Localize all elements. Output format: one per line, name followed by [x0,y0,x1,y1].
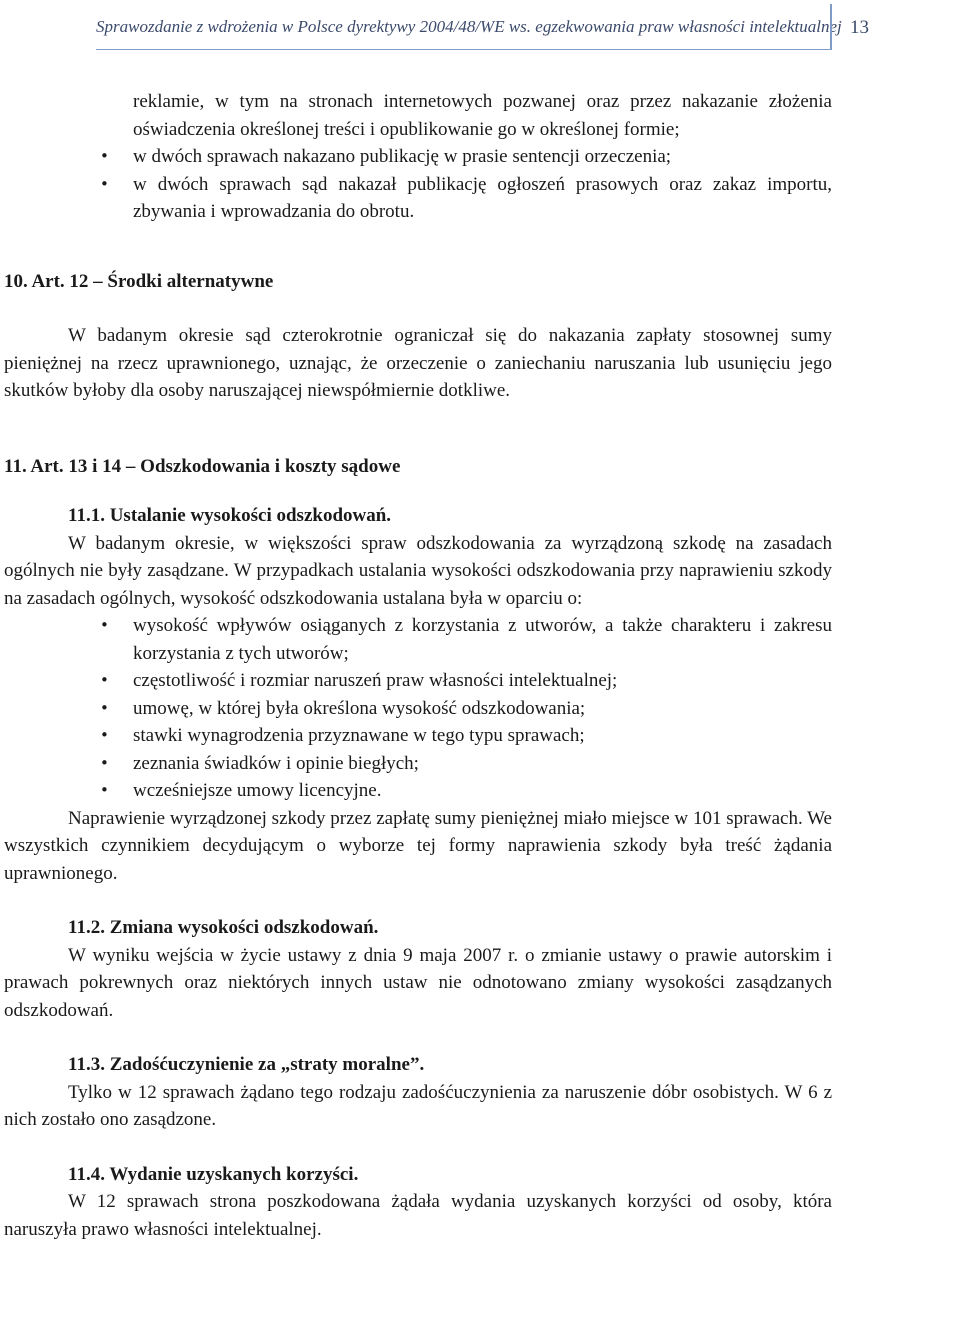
section-heading-11: 11. Art. 13 i 14 – Odszkodowania i koszty sądowe [4,455,401,477]
subsection-11-1-paragraph: W badanym okresie, w większości spraw odszkodowania za wyrządzoną szkodę na zasadach ogólnych nie były zasądzane. W przypadkach ustalania wysokości odszkodowania przy naprawieniu szkody na zasadach ogólnych, wysokość odszkodowania ustalana była w oparciu o: [4,532,832,609]
section-10-paragraph: W badanym okresie sąd czterokrotnie ograniczał się do nakazania zapłaty stosownej sumy pieniężnej na rzecz uprawnionego, uznając, że orzeczenie o zaniechaniu naruszania lub usunięciu jego skutków byłoby dla osoby naruszającej niewspółmiernie dotkliwe. [4,325,832,401]
subsection-heading-11-3: 11.3. Zadośćuczynienie za „straty moralne”. [68,1054,425,1075]
subsection-11-3-paragraph: Tylko w 12 sprawach żądano tego rodzaju zadośćuczynienia za naruszenie dóbr osobistych. W 6 z nich zostało ono zasądzone. [4,1081,832,1130]
factors-bullet-list [4,612,832,805]
continued-bullet-text: reklamie, w tym na stronach internetowych pozwanej oraz przez nakazanie złożenia oświadczenia określonej treści i opublikowanie go w określonej formie; [133,91,832,140]
list-item: • umowę, w której była określona wysokość odszkodowania; [4,695,832,723]
page-number: 13 [850,17,869,38]
list-item: • stawki wynagrodzenia przyznawane w tego typu sprawach; [4,722,832,750]
top-bullet-list [4,143,832,226]
running-header-title: Sprawozdanie z wdrożenia w Polsce dyrektywy 2004/48/WE ws. egzekwowania praw własności intelektualnej [96,17,842,36]
list-item: • w dwóch sprawach nakazano publikację w prasie sentencji orzeczenia; [4,143,832,171]
subsection-11-4-paragraph: W 12 sprawach strona poszkodowana żądała wydania uzyskanych korzyści od osoby, która naruszyła prawo własności intelektualnej. [4,1191,832,1240]
document-body [4,88,832,1243]
subsection-heading-11-2: 11.2. Zmiana wysokości odszkodowań. [68,917,379,938]
section-heading-10: 10. Art. 12 – Środki alternatywne [4,270,274,292]
list-item: • wysokość wpływów osiąganych z korzystania z utworów, a także charakteru i zakresu korzystania z tych utworów; [4,612,832,667]
page-number-box [830,4,886,50]
list-item: • wcześniejsze umowy licencyjne. [4,777,832,805]
header-rule [96,49,830,50]
subsection-heading-11-4: 11.4. Wydanie uzyskanych korzyści. [68,1163,359,1185]
list-item: • w dwóch sprawach sąd nakazał publikację ogłoszeń prasowych oraz zakaz importu, zbywania i wprowadzania do obrotu. [4,171,832,226]
list-item: • zeznania świadków i opinie biegłych; [4,750,832,778]
page-header [0,0,960,52]
subsection-11-2-paragraph: W wyniku wejścia w życie ustawy z dnia 9 maja 2007 r. o zmianie ustawy o prawie autorskim i prawach pokrewnych oraz niektórych innych ustaw nie odnotowano zmiany wysokości zasądzanych odszkodowań. [4,944,832,1021]
list-item: • częstotliwość i rozmiar naruszeń praw własności intelektualnej; [4,667,832,695]
subsection-heading-11-1: 11.1. Ustalanie wysokości odszkodowań. [68,505,392,526]
subsection-11-1-paragraph-2: Naprawienie wyrządzonej szkody przez zapłatę sumy pieniężnej miało miejsce w 101 sprawach. We wszystkich czynnikiem decydującym o wyborze tej formy naprawienia szkody była treść żądania uprawnionego. [4,807,832,884]
